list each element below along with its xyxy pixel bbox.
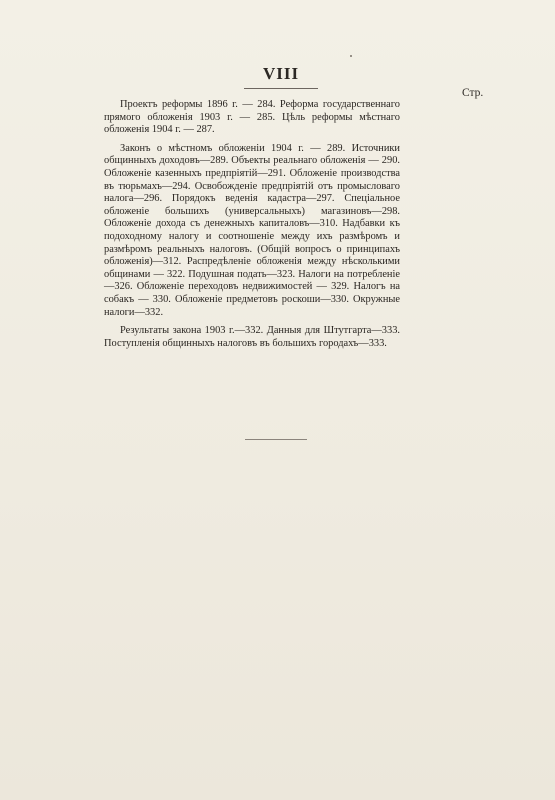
section-end-rule — [245, 439, 307, 440]
page-number: VIII — [262, 64, 300, 83]
header-rule — [244, 88, 318, 89]
table-of-contents — [104, 99, 400, 356]
toc-entry: Результаты закона 1903 г.—332. Данныя для Штутгарта—333. Поступленія общинныхъ налоговъ въ большихъ городахъ—333. — [104, 325, 400, 349]
toc-entry: Проектъ реформы 1896 г. — 284. Реформа государственнаго прямого обложенія 1903 г. — 285. Цѣль реформы мѣстнаго обложенія 1904 г. — 287. — [104, 99, 400, 136]
page-column-label: Стр. — [462, 87, 484, 99]
toc-entry: Законъ о мѣстномъ обложеніи 1904 г. — 289. Источники общинныхъ доходовъ—289. Объекты реальнаго обложенія — 290. Обложеніе казенныхъ предпріятій—291. Обложеніе производства въ тюрьмахъ—294. Освобожденіе предпріятій отъ промысловаго налога—296. Порядокъ веденія кадастра—297. Спеціальное обложеніе большихъ (универсальныхъ) магазиновъ—298. Обложеніе дохода съ денежныхъ капиталовъ—310. Надбавки къ подоходному налогу и соотношеніе между ихъ размѣромъ и размѣромъ реальныхъ налоговъ. (Общій вопросъ о принципахъ обложенія)—312. Распредѣленіе обложенія между нѣсколькими общинами — 322. Подушная подать—323. Налоги на потребленіе—326. Обложеніе переходовъ недвижимостей — 329. Налогъ на собакъ — 330. Обложеніе предметовъ роскоши—330. Окружные налоги—332. — [104, 142, 400, 318]
speck-mark — [350, 55, 352, 57]
